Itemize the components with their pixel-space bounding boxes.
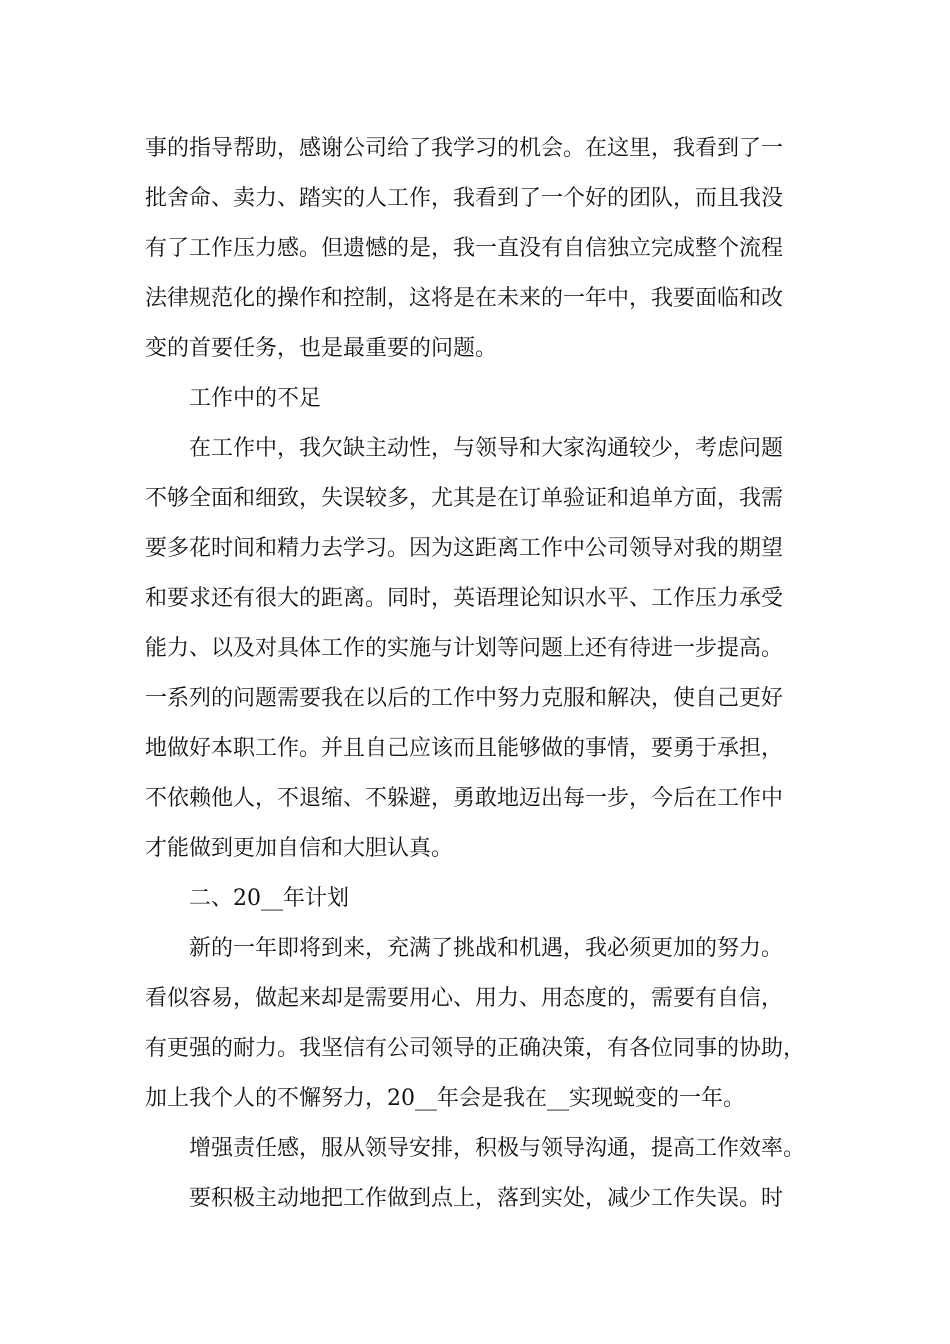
paragraph-line: 一系列的问题需要我在以后的工作中努力克服和解决，使自己更好 — [145, 686, 784, 711]
paragraph-line: 新的一年即将到来，充满了挑战和机遇，我必须更加的努力。 — [189, 936, 784, 961]
paragraph-line: 变的首要任务，也是最重要的问题。 — [145, 336, 498, 361]
paragraph-line: 不依赖他人，不退缩、不躲避，勇敢地迈出每一步，今后在工作中 — [145, 786, 784, 811]
paragraph-line: 在工作中，我欠缺主动性，与领导和大家沟通较少，考虑问题 — [189, 436, 784, 461]
paragraph-line: 加上我个人的不懈努力，20__年会是我在__实现蜕变的一年。 — [145, 1086, 745, 1111]
paragraph-line: 事的指导帮助，感谢公司给了我学习的机会。在这里，我看到了一 — [145, 136, 784, 161]
paragraph-line: 要多花时间和精力去学习。因为这距离工作中公司领导对我的期望 — [145, 536, 784, 561]
section-heading: 工作中的不足 — [189, 386, 322, 411]
paragraph-line: 才能做到更加自信和大胆认真。 — [145, 836, 454, 861]
paragraph-line: 看似容易，做起来却是需要用心、用力、用态度的，需要有自信， — [145, 986, 784, 1011]
paragraph-line: 有更强的耐力。我坚信有公司领导的正确决策，有各位同事的协助， — [145, 1036, 806, 1061]
paragraph-line: 不够全面和细致，失误较多，尤其是在订单验证和追单方面，我需 — [145, 486, 784, 511]
paragraph-line: 能力、以及对具体工作的实施与计划等问题上还有待进一步提高。 — [145, 636, 784, 661]
section-heading: 二、20__年计划 — [189, 886, 349, 911]
paragraph-line: 增强责任感，服从领导安排，积极与领导沟通，提高工作效率。 — [189, 1136, 806, 1161]
paragraph-line: 有了工作压力感。但遗憾的是，我一直没有自信独立完成整个流程 — [145, 236, 784, 261]
paragraph-line: 法律规范化的操作和控制，这将是在未来的一年中，我要面临和改 — [145, 286, 784, 311]
paragraph-line: 要积极主动地把工作做到点上，落到实处，减少工作失误。时 — [189, 1186, 784, 1211]
paragraph-line: 批舍命、卖力、踏实的人工作，我看到了一个好的团队，而且我没 — [145, 186, 784, 211]
paragraph-line: 地做好本职工作。并且自己应该而且能够做的事情，要勇于承担， — [145, 736, 784, 761]
paragraph-line: 和要求还有很大的距离。同时，英语理论知识水平、工作压力承受 — [145, 586, 784, 611]
